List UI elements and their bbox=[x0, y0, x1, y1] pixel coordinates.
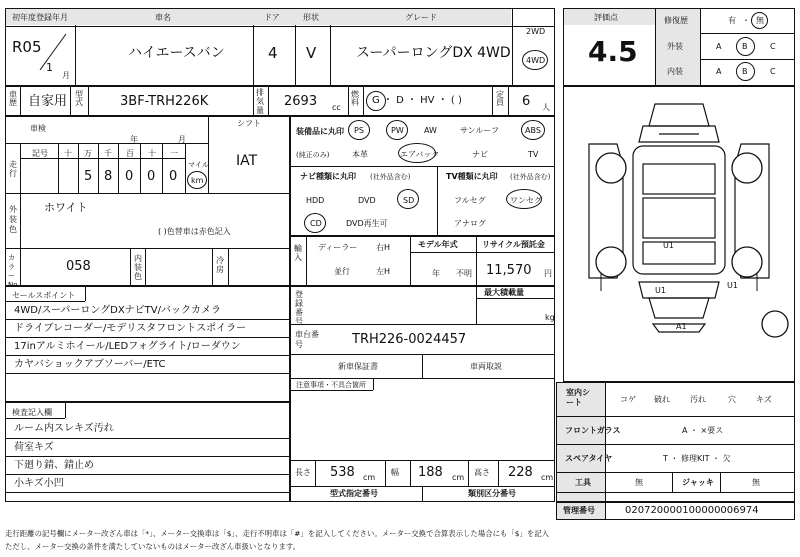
sales-points-label: セールスポイント bbox=[12, 291, 76, 300]
equip-pw: PW bbox=[391, 126, 404, 135]
model: 3BF-TRH226K bbox=[120, 94, 209, 109]
diagonal-divider bbox=[38, 32, 68, 72]
tv-fullseg: フルセグ bbox=[454, 196, 486, 205]
equip-sunroof: サンルーフ bbox=[460, 126, 499, 135]
shape-label: 形状 bbox=[303, 13, 319, 22]
note-2: 荷室キズ bbox=[14, 442, 54, 453]
drive-4wd: 4WD bbox=[526, 56, 546, 65]
digit-3: 0 bbox=[125, 169, 134, 184]
exterior-c: C bbox=[770, 42, 776, 51]
footer-line-1: 走行距離の記号欄にメーター改ざん車は「*」、メーター交換車は「$」、走行不明車は「#」を記入してください。メーター交換で合算表示した場合にも「$」を記入 bbox=[5, 529, 550, 538]
navi-sd: SD bbox=[403, 196, 415, 205]
yen-unit: 円 bbox=[544, 269, 552, 278]
sales-point-1: 4WD/スーパーロングDXナビTV/バックカメラ bbox=[14, 305, 221, 316]
recycle: 11,570 bbox=[486, 263, 532, 278]
color-label: 外装色 bbox=[9, 205, 17, 234]
sheet-scratch: キズ bbox=[756, 395, 772, 404]
displacement: 2693 bbox=[284, 94, 318, 109]
color-value: ホワイト bbox=[44, 201, 88, 214]
first-reg-label: 初年度登録年月 bbox=[12, 13, 68, 22]
caution-label: 注意事項・不具合箇所 bbox=[296, 381, 366, 389]
spare-label: スペアタイヤ bbox=[565, 454, 613, 463]
shift-label: シフト bbox=[237, 119, 261, 128]
navi-dvd: DVD bbox=[358, 196, 376, 205]
navi-sub: (社外品含む) bbox=[370, 173, 411, 181]
first-reg-era: R05 bbox=[12, 38, 42, 56]
tools: 無 bbox=[635, 478, 643, 487]
tv-sub: (社外品含む) bbox=[510, 173, 551, 181]
import-lh: 左H bbox=[376, 267, 391, 276]
car-name: ハイエースバン bbox=[128, 45, 225, 61]
tools-label: 工具 bbox=[575, 478, 591, 487]
usage-label: 車歴 bbox=[9, 90, 17, 107]
door-label: ドア bbox=[264, 13, 280, 22]
tv-label: TV種類に丸印 bbox=[446, 172, 498, 181]
shape: V bbox=[306, 44, 317, 62]
chassis: TRH226-0024457 bbox=[352, 332, 467, 347]
color-no: 058 bbox=[66, 259, 91, 274]
width-label: 幅 bbox=[391, 468, 399, 477]
model-year-unit: 年 bbox=[432, 269, 440, 278]
import-label: 輸入 bbox=[294, 244, 302, 262]
warranty-label: 新車保証書 bbox=[338, 362, 378, 371]
navi-cd: CD bbox=[310, 219, 322, 228]
width: 188 bbox=[418, 465, 443, 480]
diagram-a1: A1 bbox=[676, 322, 687, 331]
month-unit: 月 bbox=[62, 71, 70, 80]
mile-unit: マイル bbox=[188, 161, 209, 169]
sheet-tear: 破れ bbox=[654, 395, 670, 404]
exterior-a: A bbox=[716, 42, 722, 51]
kg-unit: kg bbox=[545, 313, 555, 322]
capacity-label: 定員 bbox=[496, 90, 504, 107]
digit-header-5: 十 bbox=[148, 149, 156, 158]
category-label: 類別区分番号 bbox=[468, 489, 516, 498]
inspection-month: 月 bbox=[178, 135, 186, 144]
note-4: 小キズ小凹 bbox=[14, 478, 64, 489]
car-name-label: 車名 bbox=[155, 13, 171, 22]
interior-label: 内装 bbox=[667, 67, 683, 76]
recycle-label: リサイクル預託金 bbox=[482, 240, 545, 249]
height-unit: cm bbox=[541, 473, 554, 482]
shift: IAT bbox=[236, 153, 258, 169]
digit-header-3: 千 bbox=[104, 149, 112, 158]
type-designation-label: 型式指定番号 bbox=[330, 489, 378, 498]
exterior-b: B bbox=[742, 42, 748, 51]
length: 538 bbox=[330, 465, 355, 480]
inspection-year: 年 bbox=[130, 135, 138, 144]
repair-label: 修復歴 bbox=[664, 16, 688, 25]
diagram-u1-bottom: U1 bbox=[663, 241, 674, 250]
reg-no-label: 登録番号 bbox=[295, 290, 303, 326]
score: 4.5 bbox=[588, 35, 638, 68]
manual-label: 車両取説 bbox=[470, 362, 502, 371]
model-year-unknown: 不明 bbox=[456, 269, 472, 278]
score-label: 評価点 bbox=[594, 13, 618, 22]
fuel-options: G ・ D ・ HV ・ ( ) bbox=[372, 95, 462, 106]
footer-line-2: ただし、メーター交換の条件を満たしていないものはメーター改ざん車扱いとなります。 bbox=[5, 542, 301, 551]
repair-sep: ・ bbox=[742, 16, 750, 25]
digit-4: 0 bbox=[147, 169, 156, 184]
drive-2wd: 2WD bbox=[526, 27, 546, 36]
equip-abs: ABS bbox=[525, 126, 541, 135]
inspector-notes-label: 検査記入欄 bbox=[12, 408, 52, 417]
digit-header-2: 万 bbox=[84, 149, 92, 158]
import-dealer: ディーラー bbox=[318, 243, 358, 252]
height: 228 bbox=[508, 465, 533, 480]
exterior-label: 外装 bbox=[667, 42, 683, 51]
windshield: A ・ ×要ス bbox=[682, 426, 724, 435]
equip-leather: 本革 bbox=[352, 150, 368, 159]
cc-unit: cc bbox=[332, 103, 341, 112]
digit-2: 8 bbox=[104, 169, 113, 184]
import-parallel: 並行 bbox=[334, 267, 350, 276]
equipment-sub: (純正のみ) bbox=[296, 151, 330, 159]
diagram-u1-right: U1 bbox=[727, 281, 738, 290]
first-reg-month: 1 bbox=[46, 61, 53, 74]
digit-header-4: 百 bbox=[126, 149, 134, 158]
sheet-hole: 穴 bbox=[728, 395, 736, 404]
windshield-label: フロントガラス bbox=[565, 426, 621, 435]
color-no-label: カラーNo. bbox=[8, 254, 20, 289]
mileage-label: 走行 bbox=[9, 160, 17, 178]
interior-c: C bbox=[770, 67, 776, 76]
grade-label: グレード bbox=[405, 13, 437, 22]
navi-label: ナビ種類に丸印 bbox=[300, 172, 356, 181]
sales-point-4: カヤバショックアブソーバー/ETC bbox=[14, 359, 166, 370]
sales-point-2: ドライブレコーダー/モデリスタフロントスポイラー bbox=[14, 323, 247, 334]
navi-hdd: HDD bbox=[306, 196, 325, 205]
spare: T ・ 修理KIT ・ 欠 bbox=[663, 454, 731, 463]
tv-oneseg: ワンセグ bbox=[510, 196, 542, 205]
repair-yes: 有 bbox=[728, 16, 736, 25]
interior-sheet-label: 室内シート bbox=[566, 388, 590, 407]
capacity-unit: 人 bbox=[542, 103, 550, 112]
width-unit: cm bbox=[452, 473, 465, 482]
capacity: 6 bbox=[522, 94, 531, 109]
color-note: ( )色替車は赤色記入 bbox=[158, 227, 231, 236]
digit-header-0: 記号 bbox=[32, 149, 48, 158]
navi-dvd-play: DVD再生可 bbox=[346, 219, 388, 228]
max-load-label: 最大積載量 bbox=[484, 288, 524, 297]
equip-tv: TV bbox=[528, 150, 539, 159]
length-unit: cm bbox=[363, 473, 376, 482]
jack: 無 bbox=[752, 478, 760, 487]
interior-color-label: 内装色 bbox=[134, 254, 142, 281]
fuel-label: 燃料 bbox=[351, 90, 359, 107]
digit-header-6: 一 bbox=[170, 149, 178, 158]
interior-b: B bbox=[742, 67, 748, 76]
diagram-u1-left: U1 bbox=[655, 286, 666, 295]
tv-analog: アナログ bbox=[454, 219, 486, 228]
sheet-stain: 汚れ bbox=[690, 395, 706, 404]
doors: 4 bbox=[268, 44, 278, 62]
equip-airbag: エアバック bbox=[400, 150, 440, 159]
model-label: 型式 bbox=[75, 90, 83, 107]
car-diagram bbox=[563, 86, 795, 382]
equip-ps: PS bbox=[354, 126, 364, 135]
mgmt-number: 020720000100000006974 bbox=[625, 505, 759, 516]
km-unit: km bbox=[191, 176, 204, 185]
repair-no: 無 bbox=[756, 16, 764, 25]
chassis-label: 車台番号 bbox=[295, 330, 319, 349]
note-1: ルーム内スレキズ汚れ bbox=[14, 423, 114, 434]
usage: 自家用 bbox=[28, 94, 68, 109]
equipment-label: 装備品に丸印 bbox=[296, 127, 344, 136]
digit-1: 5 bbox=[84, 169, 93, 184]
note-3: 下廻り錆、錆止め bbox=[14, 460, 94, 471]
digit-header-1: 十 bbox=[64, 149, 72, 158]
equip-navi: ナビ bbox=[472, 150, 488, 159]
mgmt-label: 管理番号 bbox=[563, 506, 595, 515]
cooler-label: 冷房 bbox=[216, 256, 224, 274]
jack-label: ジャッキ bbox=[682, 478, 714, 487]
equip-aw: AW bbox=[424, 126, 437, 135]
sales-point-3: 17inアルミホイール/LEDフォグライト/ローダウン bbox=[14, 341, 241, 352]
grade: スーパーロングDX 4WD bbox=[356, 45, 511, 61]
digit-5: 0 bbox=[169, 169, 178, 184]
interior-a: A bbox=[716, 67, 722, 76]
import-rh: 右H bbox=[376, 243, 391, 252]
sheet-burn: コゲ bbox=[620, 395, 636, 404]
inspection-label: 車検 bbox=[30, 124, 46, 133]
height-label: 高さ bbox=[474, 468, 490, 477]
displacement-label: 排気量 bbox=[256, 88, 264, 115]
length-label: 長さ bbox=[295, 468, 311, 477]
model-year-label: モデル年式 bbox=[418, 240, 458, 249]
